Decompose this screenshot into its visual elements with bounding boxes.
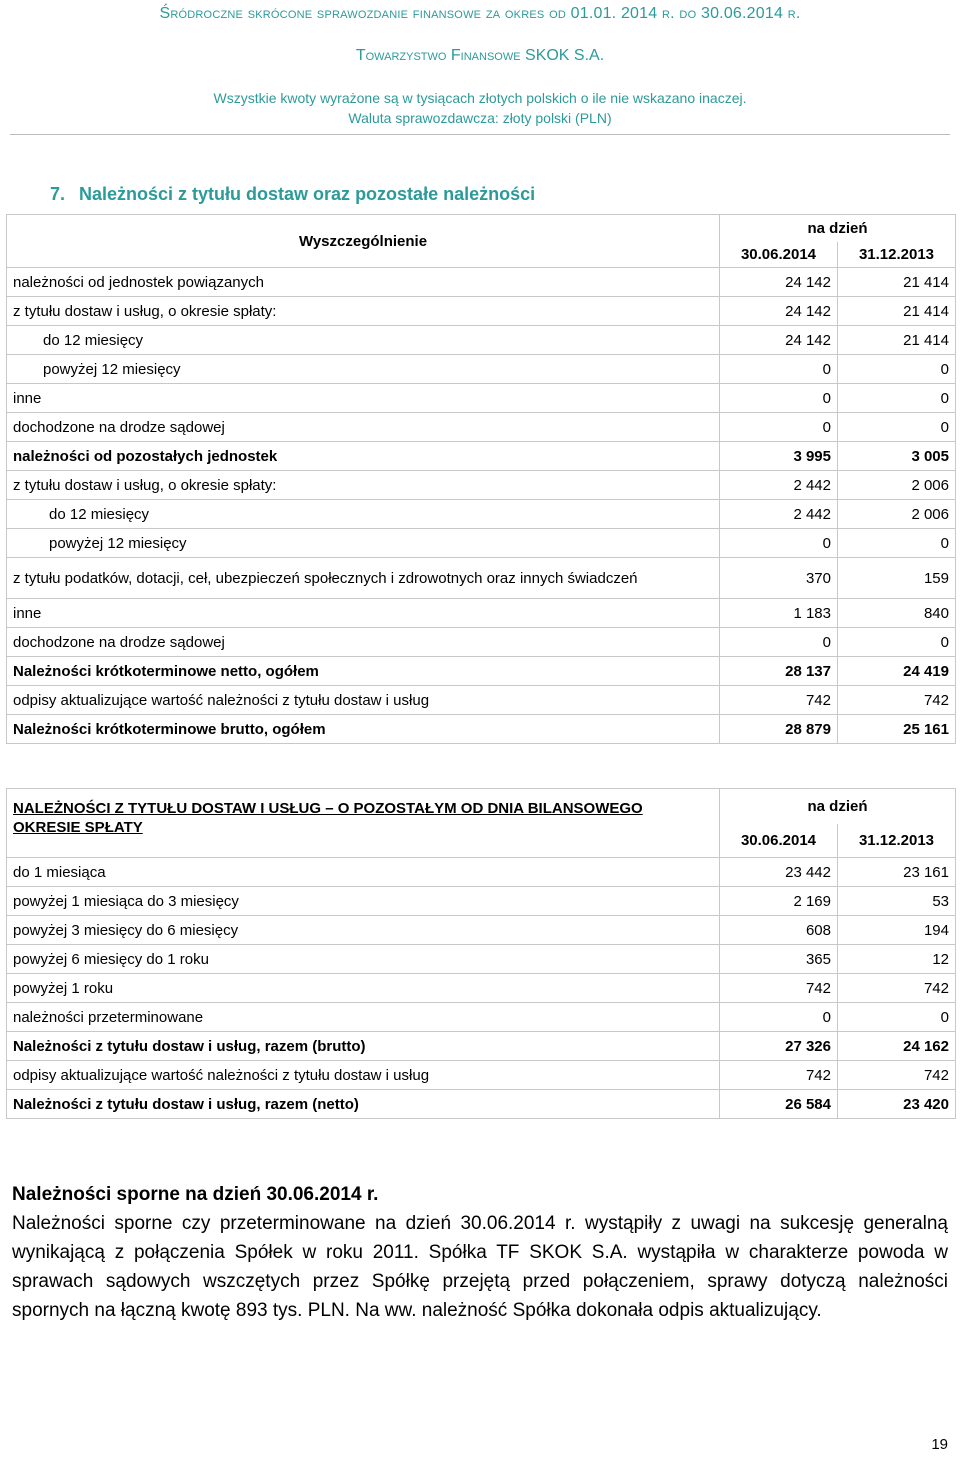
table-row xyxy=(7,268,956,297)
row-value-2014: 27 326 xyxy=(720,1032,838,1061)
row-value-2014: 370 xyxy=(720,558,838,599)
row-value-2013: 0 xyxy=(838,1003,956,1032)
row-value-2014: 0 xyxy=(720,529,838,558)
page-number: 19 xyxy=(931,1436,948,1453)
amounts-note: Wszystkie kwoty wyrażone są w tysiącach złotych polskich o ile nie wskazano inaczej. xyxy=(213,90,747,106)
table-row xyxy=(7,599,956,628)
row-value-2013: 742 xyxy=(838,1061,956,1090)
row-value-2013: 53 xyxy=(838,887,956,916)
row-label: do 12 miesięcy xyxy=(7,326,720,355)
table-row xyxy=(7,945,956,974)
row-value-2013: 0 xyxy=(838,384,956,413)
row-value-2013: 21 414 xyxy=(838,268,956,297)
row-value-2013: 21 414 xyxy=(838,297,956,326)
row-value-2014: 24 142 xyxy=(720,268,838,297)
row-label: z tytułu podatków, dotacji, ceł, ubezpieczeń społecznych i zdrowotnych oraz innych świadczeń xyxy=(7,558,720,599)
row-value-2014: 3 995 xyxy=(720,442,838,471)
row-label: powyżej 12 miesięcy xyxy=(7,529,720,558)
header-divider xyxy=(10,134,950,135)
row-label: powyżej 3 miesięcy do 6 miesięcy xyxy=(7,916,720,945)
row-value-2013: 0 xyxy=(838,355,956,384)
disputed-receivables-heading: Należności sporne na dzień 30.06.2014 r. xyxy=(12,1184,379,1205)
row-label: inne xyxy=(7,384,720,413)
row-label: dochodzone na drodze sądowej xyxy=(7,413,720,442)
section-title-text: Należności z tytułu dostaw oraz pozostałe należności xyxy=(79,184,536,204)
table-row xyxy=(7,858,956,887)
company-name: Towarzystwo Finansowe SKOK S.A. xyxy=(355,47,605,64)
row-value-2014: 2 169 xyxy=(720,887,838,916)
row-label: do 12 miesięcy xyxy=(7,500,720,529)
row-label: Należności z tytułu dostaw i usług, razem (brutto) xyxy=(7,1032,720,1061)
row-value-2014: 0 xyxy=(720,413,838,442)
col-header-description: Wyszczególnienie xyxy=(7,215,720,268)
row-value-2014: 0 xyxy=(720,1003,838,1032)
row-value-2013: 0 xyxy=(838,413,956,442)
row-value-2014: 742 xyxy=(720,974,838,1003)
row-label: odpisy aktualizujące wartość należności z tytułu dostaw i usług xyxy=(7,686,720,715)
row-value-2014: 0 xyxy=(720,355,838,384)
col-header-date2: 31.12.2013 xyxy=(838,242,956,267)
row-label: do 1 miesiąca xyxy=(7,858,720,887)
table-row xyxy=(7,657,956,686)
table-row xyxy=(7,500,956,529)
row-label: z tytułu dostaw i usług, o okresie spłaty: xyxy=(7,471,720,500)
col-header-date2: 31.12.2013 xyxy=(838,824,956,857)
col-header-as-of: na dzień xyxy=(720,789,956,825)
row-value-2014: 365 xyxy=(720,945,838,974)
row-label: Należności z tytułu dostaw i usług, razem (netto) xyxy=(7,1090,720,1119)
row-label: Należności krótkoterminowe netto, ogółem xyxy=(7,657,720,686)
row-label: Należności krótkoterminowe brutto, ogółem xyxy=(7,715,720,744)
row-label: powyżej 12 miesięcy xyxy=(7,355,720,384)
row-value-2013: 12 xyxy=(838,945,956,974)
row-value-2014: 0 xyxy=(720,628,838,657)
table-row xyxy=(7,1090,956,1119)
col-header-maturity xyxy=(7,789,720,858)
row-value-2013: 3 005 xyxy=(838,442,956,471)
row-value-2013: 2 006 xyxy=(838,471,956,500)
row-label: należności od jednostek powiązanych xyxy=(7,268,720,297)
table-row xyxy=(7,297,956,326)
section-title xyxy=(50,184,535,205)
row-value-2014: 24 142 xyxy=(720,297,838,326)
row-label: z tytułu dostaw i usług, o okresie spłaty: xyxy=(7,297,720,326)
row-value-2014: 26 584 xyxy=(720,1090,838,1119)
table-row xyxy=(7,715,956,744)
row-label: odpisy aktualizujące wartość należności z tytułu dostaw i usług xyxy=(7,1061,720,1090)
row-value-2014: 24 142 xyxy=(720,326,838,355)
section-number: 7. xyxy=(50,184,66,204)
table-row xyxy=(7,887,956,916)
row-value-2013: 159 xyxy=(838,558,956,599)
trade-receivables-maturity-table xyxy=(6,788,956,1119)
report-title: Śródroczne skrócone sprawozdanie finansowe za okres od 01.01. 2014 r. do 30.06.2014 r. xyxy=(159,5,801,22)
row-value-2013: 194 xyxy=(838,916,956,945)
row-value-2014: 0 xyxy=(720,384,838,413)
row-value-2014: 2 442 xyxy=(720,471,838,500)
row-value-2013: 0 xyxy=(838,628,956,657)
table-row xyxy=(7,529,956,558)
row-label: powyżej 6 miesięcy do 1 roku xyxy=(7,945,720,974)
col-header-date1: 30.06.2014 xyxy=(720,242,838,267)
table-row xyxy=(7,628,956,657)
row-value-2014: 28 879 xyxy=(720,715,838,744)
table-row xyxy=(7,686,956,715)
row-value-2013: 742 xyxy=(838,974,956,1003)
row-label: należności przeterminowane xyxy=(7,1003,720,1032)
row-value-2014: 742 xyxy=(720,1061,838,1090)
table-row xyxy=(7,471,956,500)
col-header-date1: 30.06.2014 xyxy=(720,824,838,857)
disputed-receivables-paragraph: Należności sporne czy przeterminowane na dzień 30.06.2014 r. wystąpiły z uwagi na sukcesję generalną wynikającą z połączenia Spółek w roku 2011. Spółka TF SKOK S.A. wystąpiła w charakterze powoda w sprawach sądowych wszczętych przez Spółkę przejętą przed połączeniem, sprawy dotyczą należności spornych na łączną kwotę 893 tys. PLN. Na ww. należność Spółka dokonała odpis aktualizujący. xyxy=(12,1213,948,1321)
row-label: powyżej 1 miesiąca do 3 miesięcy xyxy=(7,887,720,916)
row-value-2013: 24 419 xyxy=(838,657,956,686)
table-row xyxy=(7,326,956,355)
row-value-2013: 840 xyxy=(838,599,956,628)
row-value-2014: 742 xyxy=(720,686,838,715)
table-row xyxy=(7,442,956,471)
row-value-2013: 21 414 xyxy=(838,326,956,355)
table-row xyxy=(7,558,956,599)
row-value-2013: 2 006 xyxy=(838,500,956,529)
table-row xyxy=(7,1032,956,1061)
table-row xyxy=(7,355,956,384)
table-row xyxy=(7,974,956,1003)
row-value-2014: 2 442 xyxy=(720,500,838,529)
table-row xyxy=(7,1003,956,1032)
receivables-table xyxy=(6,214,956,744)
currency-note: Waluta sprawozdawcza: złoty polski (PLN) xyxy=(348,110,612,126)
table-row xyxy=(7,916,956,945)
table-row xyxy=(7,1061,956,1090)
row-label: należności od pozostałych jednostek xyxy=(7,442,720,471)
row-value-2014: 1 183 xyxy=(720,599,838,628)
row-value-2014: 28 137 xyxy=(720,657,838,686)
row-label: inne xyxy=(7,599,720,628)
row-value-2013: 23 161 xyxy=(838,858,956,887)
row-value-2013: 0 xyxy=(838,529,956,558)
table-row xyxy=(7,413,956,442)
row-value-2014: 608 xyxy=(720,916,838,945)
row-label: powyżej 1 roku xyxy=(7,974,720,1003)
row-value-2013: 25 161 xyxy=(838,715,956,744)
row-value-2014: 23 442 xyxy=(720,858,838,887)
row-label: dochodzone na drodze sądowej xyxy=(7,628,720,657)
row-value-2013: 24 162 xyxy=(838,1032,956,1061)
row-value-2013: 23 420 xyxy=(838,1090,956,1119)
col-header-maturity-text: NALEŻNOŚCI Z TYTUŁU DOSTAW I USŁUG – O POZOSTAŁYM OD DNIA BILANSOWEGO OKRESIE SPŁATY xyxy=(13,800,643,836)
col-header-as-of: na dzień xyxy=(720,215,956,243)
row-value-2013: 742 xyxy=(838,686,956,715)
table-row xyxy=(7,384,956,413)
